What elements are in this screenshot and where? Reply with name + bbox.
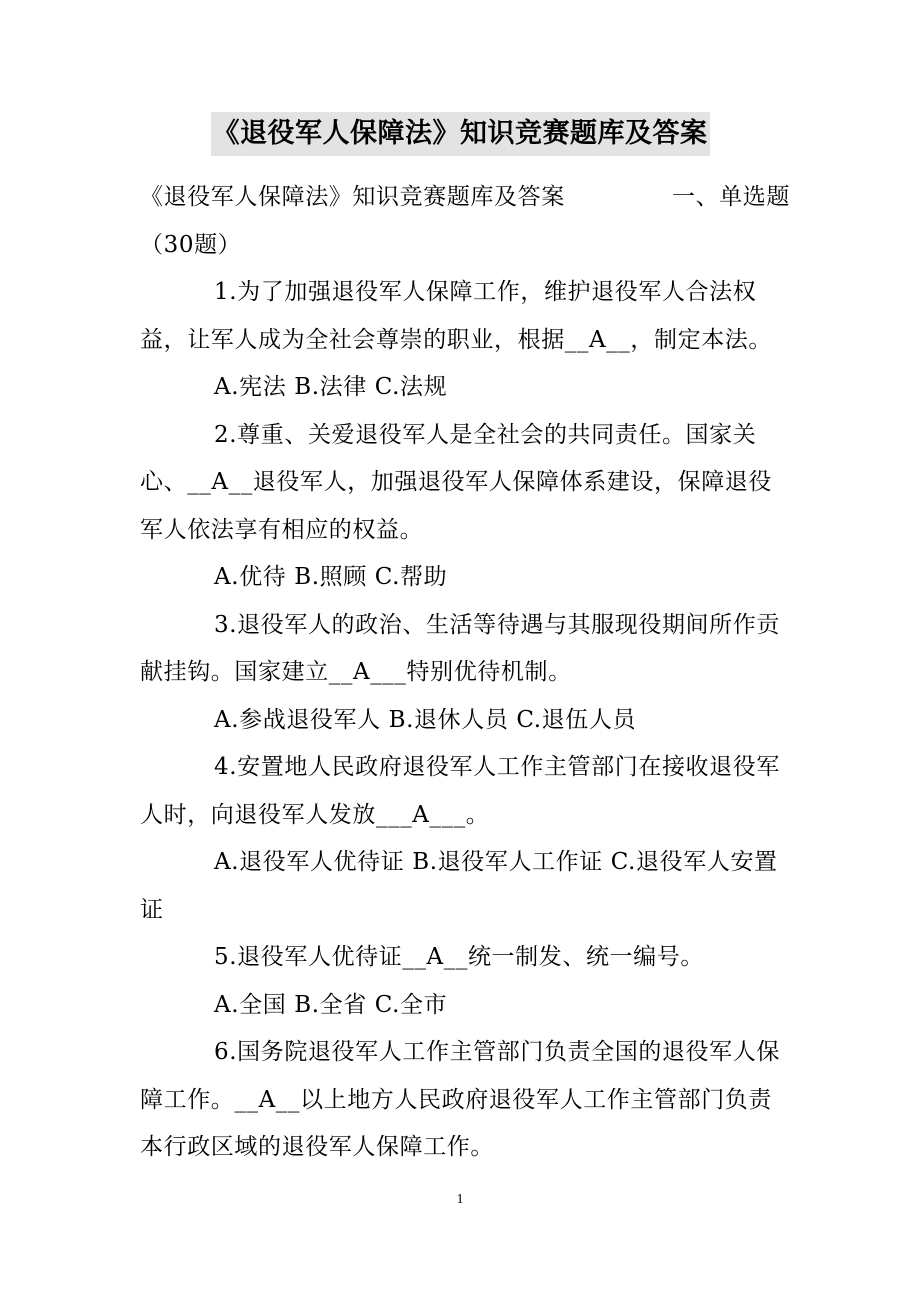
options-3: A.参战退役军人 B.退休人员 C.退伍人员	[214, 706, 637, 733]
intro-left: 《退役军人保障法》知识竞赛题库及答案	[140, 184, 565, 210]
options-4: A.退役军人优待证 B.退役军人工作证 C.退役军人安置证	[140, 849, 778, 923]
question-3: 3.退役军人的政治、生活等待遇与其服现役期间所作贡献挂钩。国家建立__A___特别优待机制。	[140, 611, 780, 685]
document-body	[140, 174, 790, 1172]
page-number: 1	[456, 1192, 464, 1207]
intro-count: （30题）	[140, 231, 242, 258]
intro-line	[140, 174, 790, 222]
question-2: 2.尊重、关爱退役军人是全社会的共同责任。国家关心、__A__退役军人，加强退役军人保障体系建设，保障退役军人依法享有相应的权益。	[140, 421, 773, 543]
document-title: 《退役军人保障法》知识竞赛题库及答案	[211, 112, 710, 156]
options-2: A.优待 B.照顾 C.帮助	[214, 564, 448, 590]
options-5: A.全国 B.全省 C.全市	[214, 991, 448, 1018]
title-wrapper	[0, 112, 920, 156]
question-6: 6.国务院退役军人工作主管部门负责全国的退役军人保障工作。__A__以上地方人民政府退役军人工作主管部门负责本行政区域的退役军人保障工作。	[140, 1039, 780, 1160]
question-1: 1.为了加强退役军人保障工作，维护退役军人合法权益，让军人成为全社会尊崇的职业，根据__A__，制定本法。	[140, 279, 773, 353]
options-1: A.宪法 B.法律 C.法规	[214, 374, 448, 400]
question-4: 4.安置地人民政府退役军人工作主管部门在接收退役军人时，向退役军人发放___A___。	[140, 754, 780, 828]
intro-right: 一、单选题	[672, 184, 790, 210]
question-5: 5.退役军人优待证__A__统一制发、统一编号。	[214, 944, 704, 970]
